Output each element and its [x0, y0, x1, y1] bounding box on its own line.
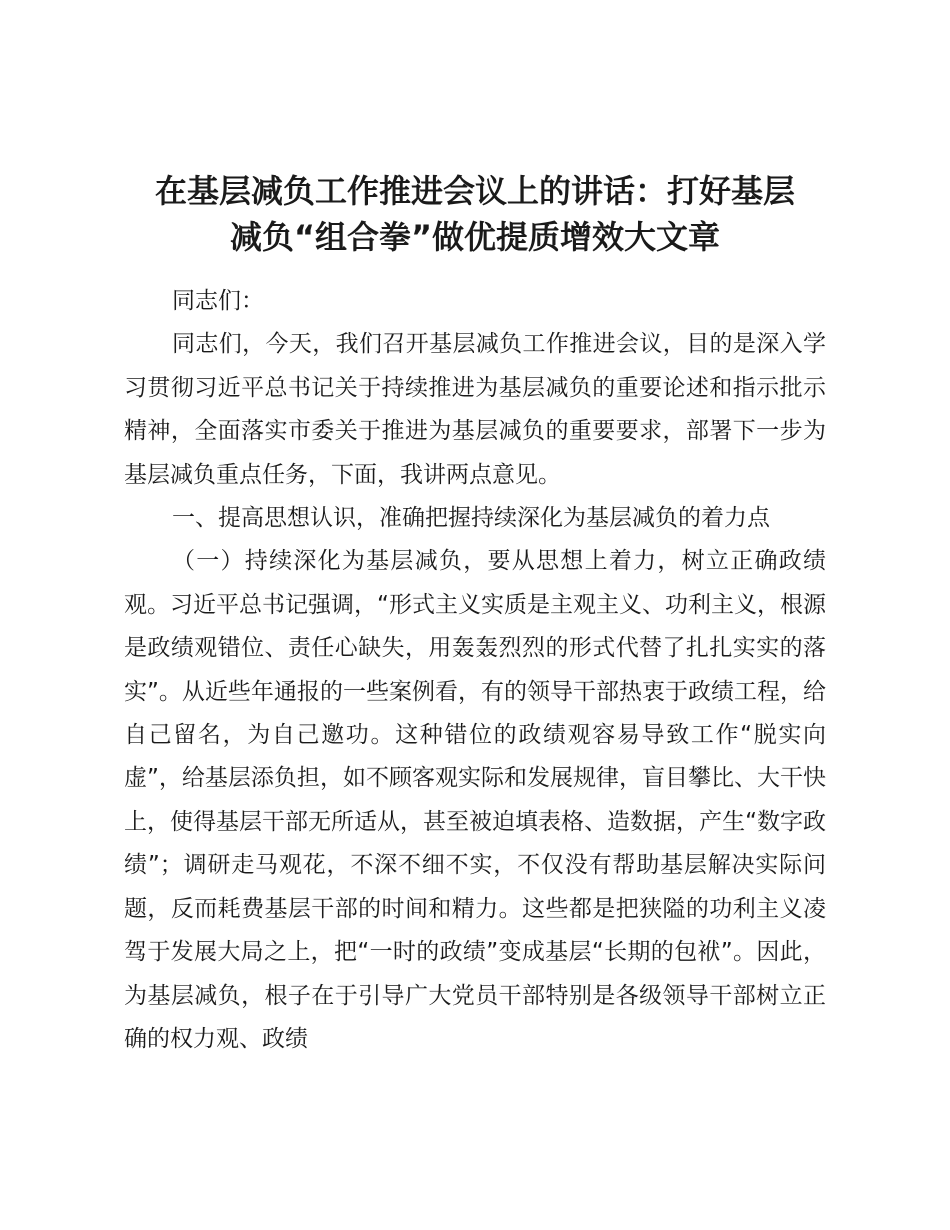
document-page	[124, 168, 826, 1061]
section-heading-1: 一、提高思想认识，准确把握持续深化为基层减负的着力点	[172, 505, 770, 532]
document-body	[124, 280, 826, 1061]
title-line-1: 在基层减负工作推进会议上的讲话：打好基层	[154, 172, 795, 210]
title-line-2: 减负“组合拳”做优提质增效大文章	[229, 218, 721, 256]
document-title	[124, 168, 826, 260]
salutation: 同志们：	[172, 288, 264, 314]
paragraph-1-1: （一）持续深化为基层减负，要从思想上着力，树立正确政绩观。习近平总书记强调，“形式主义实质是主观主义、功利主义，根源是政绩观错位、责任心缺失，用轰轰烈烈的形式代替了扎扎实实的落实”。从近些年通报的一些案例看，有的领导干部热衷于政绩工程，给自己留名，为自己邀功。这种错位的政绩观容易导致工作“脱实向虚”，给基层添负担，如不顾客观实际和发展规律，盲目攀比、大干快上，使得基层干部无所适从，甚至被迫填表格、造数据，产生“数字政绩”；调研走马观花，不深不细不实，不仅没有帮助基层解决实际问题，反而耗费基层干部的时间和精力。这些都是把狭隘的功利主义凌驾于发展大局之上，把“一时的政绩”变成基层“长期的包袱”。因此，为基层减负，根子在于引导广大党员干部特别是各级领导干部树立正确的权力观、政绩	[124, 548, 826, 1052]
paragraph-intro: 同志们，今天，我们召开基层减负工作推进会议，目的是深入学习贯彻习近平总书记关于持续推进为基层减负的重要论述和指示批示精神，全面落实市委关于推进为基层减负的重要要求，部署下一步为基层减负重点任务，下面，我讲两点意见。	[124, 331, 826, 488]
